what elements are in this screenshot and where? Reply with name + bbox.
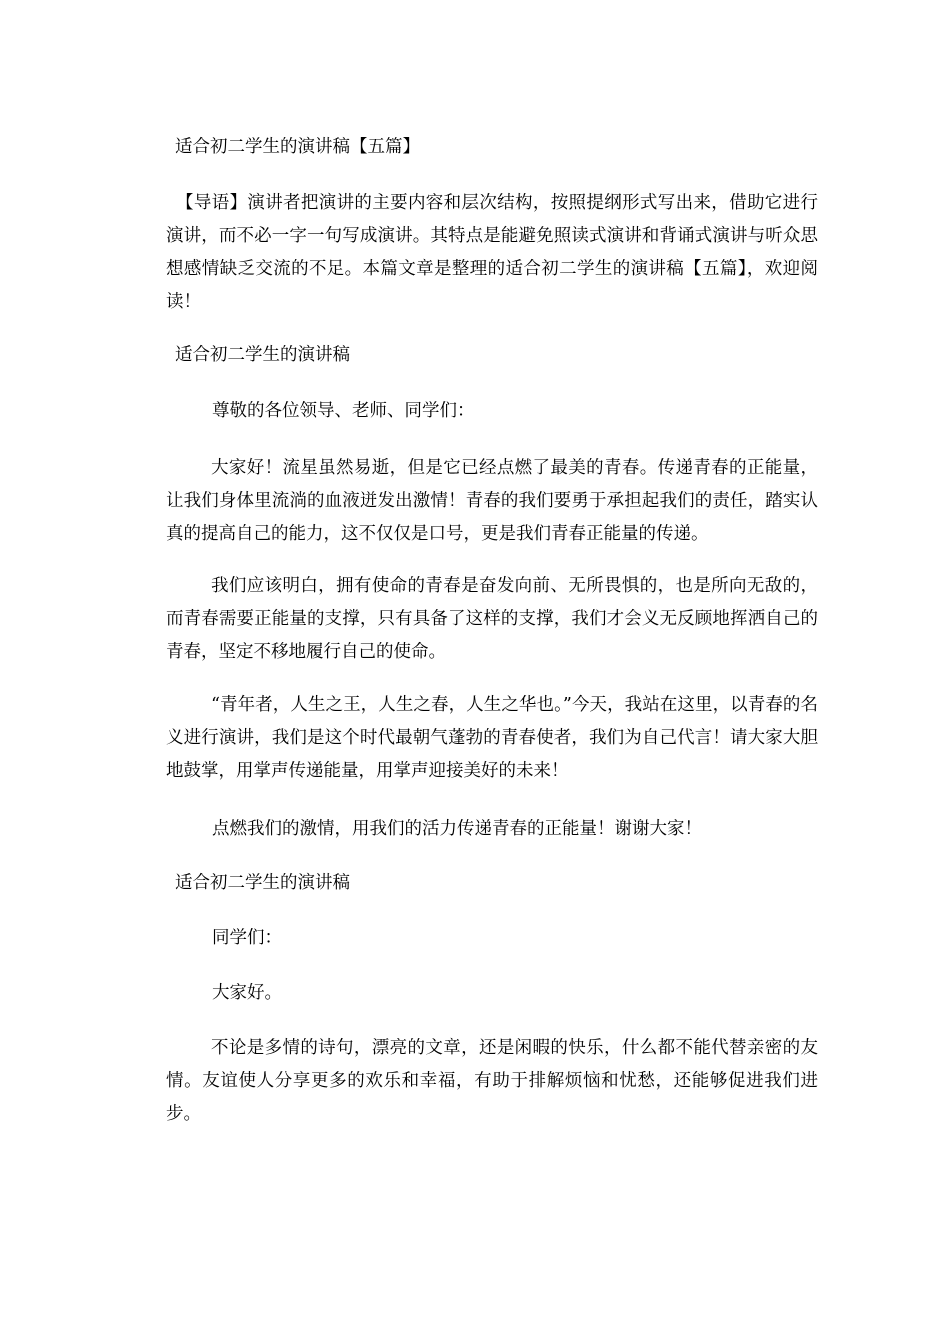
speech-2-salutation: 同学们： bbox=[212, 928, 282, 948]
speech-1-heading: 适合初二学生的演讲稿 bbox=[175, 345, 350, 365]
speech-2-heading: 适合初二学生的演讲稿 bbox=[175, 873, 350, 893]
speech-2-greeting: 大家好。 bbox=[212, 983, 282, 1003]
speech-2-paragraph-1: 不论是多情的诗句，漂亮的文章，还是闲暇的快乐，什么都不能代替亲密的友情。友谊使人分享更多的欢乐和幸福，有助于排解烦恼和忧愁，还能够促进我们进步。 bbox=[166, 1038, 818, 1124]
intro-paragraph: 【导语】演讲者把演讲的主要内容和层次结构，按照提纲形式写出来，借助它进行演讲，而不必一字一句写成演讲。其特点是能避免照读式演讲和背诵式演讲与听众思想感情缺乏交流的不足。本篇文章是整理的适合初二学生的演讲稿【五篇】，欢迎阅读！ bbox=[166, 193, 818, 312]
document-title: 适合初二学生的演讲稿【五篇】 bbox=[175, 137, 420, 157]
speech-1-paragraph-1: 大家好！流星虽然易逝，但是它已经点燃了最美的青春。传递青春的正能量，让我们身体里流淌的血液迸发出激情！青春的我们要勇于承担起我们的责任，踏实认真的提高自己的能力，这不仅仅是口号，更是我们青春正能量的传递。 bbox=[166, 458, 818, 544]
speech-1-paragraph-2: 我们应该明白，拥有使命的青春是奋发向前、无所畏惧的，也是所向无敌的，而青春需要正能量的支撑，只有具备了这样的支撑，我们才会义无反顾地挥洒自己的青春，坚定不移地履行自己的使命。 bbox=[166, 576, 818, 662]
speech-1-paragraph-4: 点燃我们的激情，用我们的活力传递青春的正能量！谢谢大家！ bbox=[212, 819, 702, 839]
speech-1-paragraph-3: “青年者，人生之王，人生之春，人生之华也。”今天，我站在这里，以青春的名义进行演讲，我们是这个时代最朝气蓬勃的青春使者，我们为自己代言！请大家大胆地鼓掌，用掌声传递能量，用掌声迎接美好的未来！ bbox=[166, 695, 818, 781]
speech-1-salutation: 尊敬的各位领导、老师、同学们： bbox=[212, 401, 475, 421]
